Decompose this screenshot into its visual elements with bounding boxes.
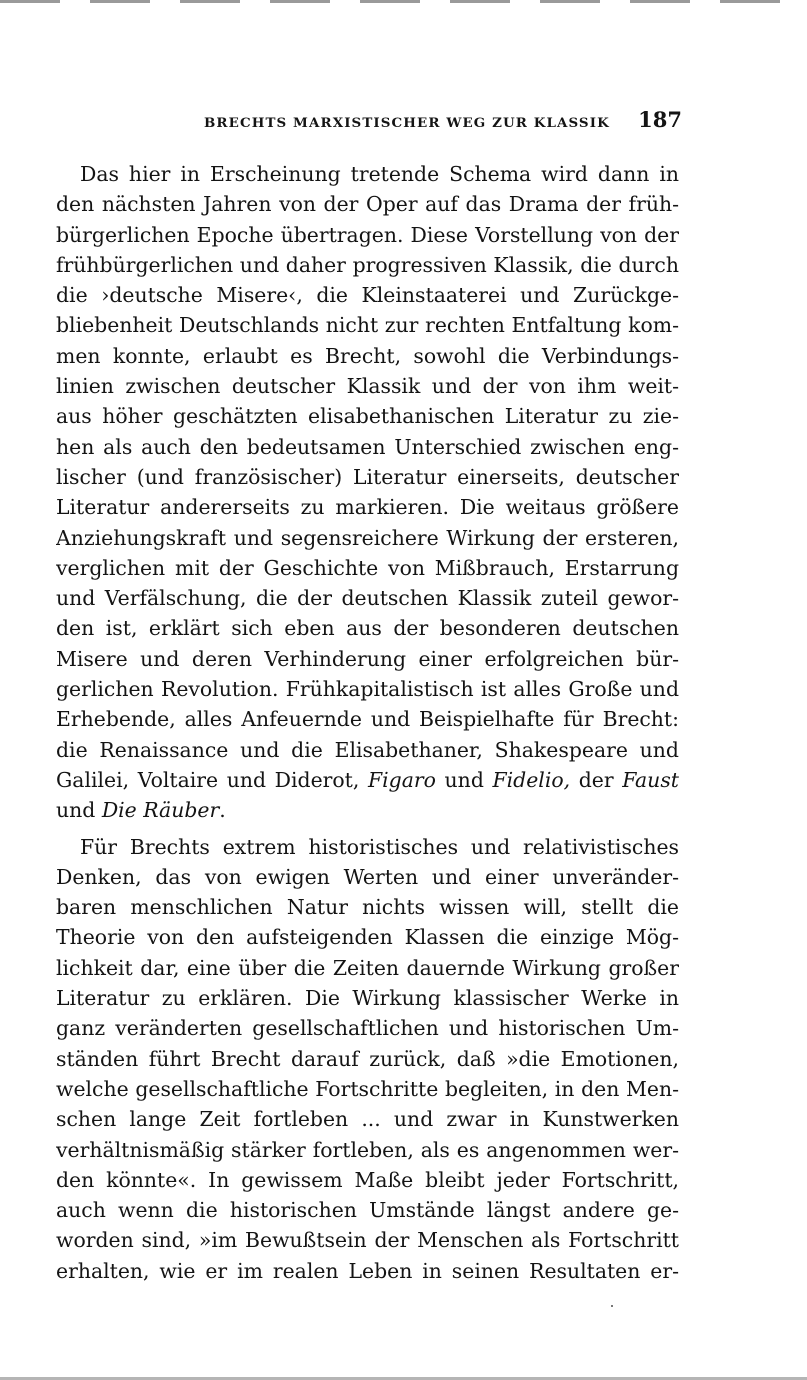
text-line: schen lange Zeit fortleben ... und zwar in Kunstwerken (56, 1107, 679, 1132)
text-line: den könnte«. In gewissem Maße bleibt jeder Fortschritt, (56, 1167, 679, 1192)
text-run: Galilei, Voltaire und Diderot, (56, 767, 368, 792)
text-line: Misere und deren Verhinderung einer erfolgreichen bür- (56, 646, 679, 671)
text-line: aus höher geschätzten elisabethanischen Literatur zu zie- (56, 404, 679, 429)
text-line: den ist, erklärt sich eben aus der besonderen deutschen (56, 616, 679, 641)
text-line: ganz veränderten gesellschaftlichen und historischen Um- (56, 1016, 679, 1041)
body-text (56, 159, 679, 1286)
running-title: BRECHTS MARXISTISCHER WEG ZUR KLASSIK (204, 115, 610, 131)
work-title-die-raeuber: Die Räuber (101, 798, 220, 823)
scan-top-edge (0, 0, 807, 3)
text-line: Literatur zu erklären. Die Wirkung klassischer Werke in (56, 986, 679, 1011)
text-line: die Renaissance und die Elisabethaner, Shakespeare und (56, 737, 679, 762)
text-line: worden sind, »im Bewußtsein der Menschen als Fortschritt (56, 1228, 679, 1253)
text-line: linien zwischen deutscher Klassik und der von ihm weit- (56, 374, 679, 399)
text-line: Erhebende, alles Anfeuernde und Beispielhafte für Brecht: (56, 707, 679, 732)
text-line: verglichen mit der Geschichte von Mißbrauch, Erstarrung (56, 555, 679, 580)
text-line-with-titles (56, 765, 679, 795)
text-line: Denken, das von ewigen Werten und einer unveränder- (56, 864, 679, 889)
text-line: bliebenheit Deutschlands nicht zur rechten Entfaltung kom- (56, 313, 679, 338)
text-line: Für Brechts extrem historistisches und relativistisches (80, 834, 679, 859)
text-line: gerlichen Revolution. Frühkapitalistisch ist alles Große und (56, 677, 679, 702)
text-line: men konnte, erlaubt es Brecht, sowohl die Verbindungs- (56, 343, 679, 368)
text-line: verhältnismäßig stärker fortleben, als es angenommen wer- (56, 1137, 679, 1162)
text-run: der (570, 767, 623, 792)
text-line: den nächsten Jahren von der Oper auf das Drama der früh- (56, 192, 679, 217)
text-line: auch wenn die historischen Umstände längst andere ge- (56, 1198, 679, 1223)
paragraph-1 (56, 159, 679, 826)
text-line: ständen führt Brecht darauf zurück, daß »die Emotionen, (56, 1046, 679, 1071)
text-line: hen als auch den bedeutsamen Unterschied zwischen eng- (56, 434, 679, 459)
text-run: und (435, 767, 493, 792)
text-line: erhalten, wie er im realen Leben in seinen Resultaten er- (56, 1258, 679, 1283)
text-run: . (219, 798, 226, 823)
text-line: Das hier in Erscheinung tretende Schema wird dann in (80, 162, 679, 186)
text-line: lischer (und französischer) Literatur einerseits, deutscher (56, 464, 679, 489)
text-run: und (56, 798, 102, 823)
text-line: Literatur andererseits zu markieren. Die weitaus größere (56, 495, 679, 520)
work-title-faust: Faust (622, 767, 679, 792)
text-line: Theorie von den aufsteigenden Klassen die einzige Mög- (56, 925, 679, 950)
text-line: und Verfälschung, die der deutschen Klassik zuteil gewor- (56, 586, 679, 611)
text-line: frühbürgerlichen und daher progressiven Klassik, die durch (56, 252, 679, 277)
work-title-fidelio: Fidelio, (492, 767, 571, 792)
page-number: 187 (638, 107, 682, 132)
text-line: welche gesellschaftliche Fortschritte begleiten, in den Men- (56, 1076, 679, 1101)
text-line-with-titles (56, 795, 679, 825)
text-line: Anziehungskraft und segensreichere Wirkung der ersteren, (56, 525, 679, 550)
running-header (204, 107, 682, 141)
scan-speck (611, 1305, 613, 1307)
text-line: baren menschlichen Natur nichts wissen will, stellt die (56, 895, 679, 920)
text-line: bürgerlichen Epoche übertragen. Diese Vorstellung von der (56, 222, 679, 247)
work-title-figaro: Figaro (368, 767, 436, 792)
text-line: lichkeit dar, eine über die Zeiten dauernde Wirkung großer (56, 955, 679, 980)
text-line: die ›deutsche Misere‹, die Kleinstaaterei und Zurückge- (56, 283, 679, 308)
paragraph-2 (56, 832, 679, 1286)
